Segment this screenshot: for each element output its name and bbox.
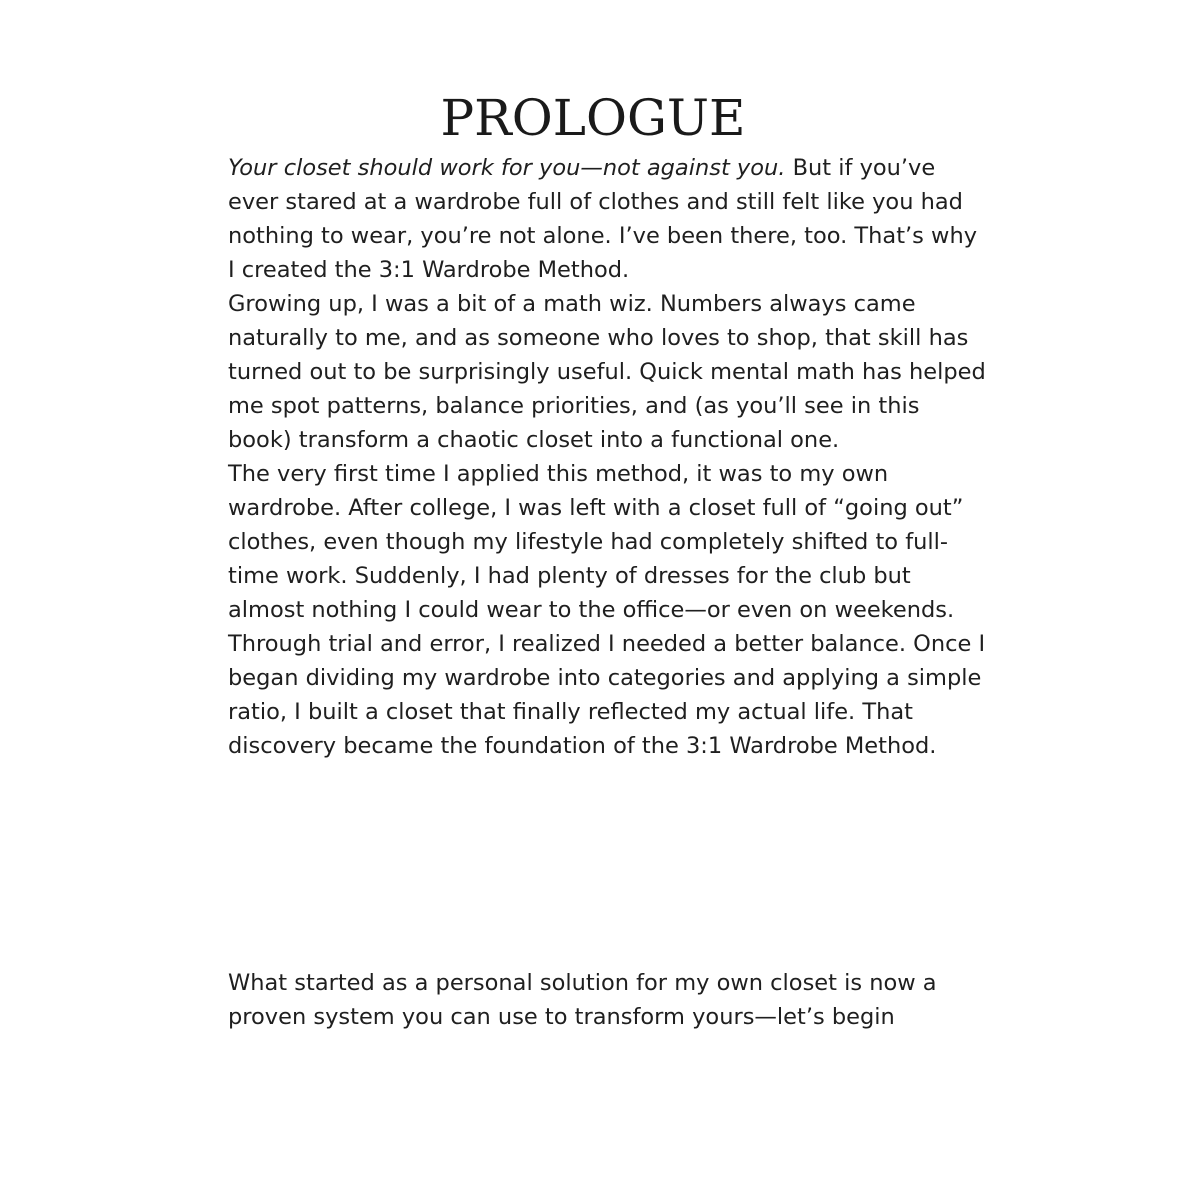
paragraph-1-text: But if you’ve ever stared at a wardrobe full of clothes and still felt like you had nothing to wear, you’re not alone. I’ve been there, too. That’s why I created the 3:1 Wardrobe Method. [228,155,978,283]
paragraph-3: The very first time I applied this method, it was to my own wardrobe. After college, I was left with a closet full of “going out” clothes, even though my lifestyle had completely shifted to full-time work. Suddenly, I had plenty of dresses for the club but almost nothing I could wear to the office—or even on weekends. [228,461,964,623]
prologue-body [228,151,988,763]
page-title: PROLOGUE [440,89,746,147]
paragraph-2: Growing up, I was a bit of a math wiz. Numbers always came naturally to me, and as someone who loves to shop, that skill has turned out to be surprisingly useful. Quick mental math has helped me spot patterns, balance priorities, and (as you’ll see in this book) transform a chaotic closet into a functional one. [228,291,986,453]
paragraph-1-italic-lead: Your closet should work for you—not against you. [228,155,786,181]
closing-paragraph: What started as a personal solution for my own closet is now a proven system you can use to transform yours—let’s begin [228,970,937,1030]
paragraph-1 [228,151,988,287]
paragraph-4: Through trial and error, I realized I needed a better balance. Once I began dividing my wardrobe into categories and applying a simple ratio, I built a closet that finally reflected my actual life. That discovery became the foundation of the 3:1 Wardrobe Method. [228,631,986,759]
